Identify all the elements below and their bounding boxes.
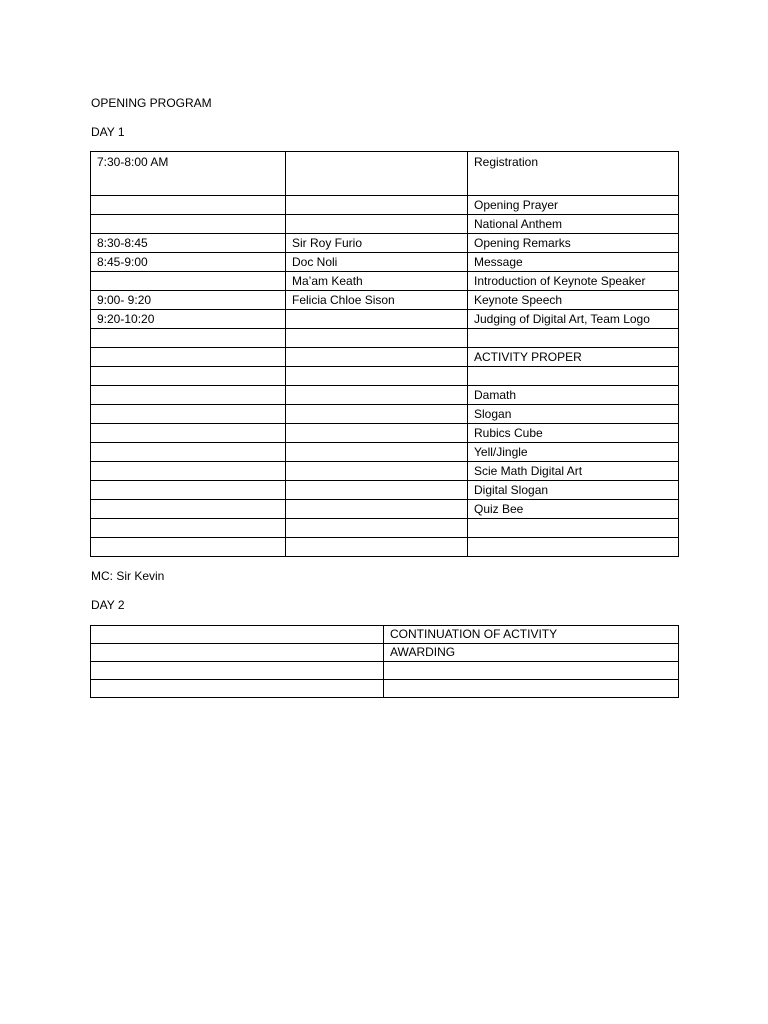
time-cell bbox=[91, 405, 286, 424]
activity-cell: ACTIVITY PROPER bbox=[468, 348, 679, 367]
table-row bbox=[91, 443, 679, 462]
table-row bbox=[91, 196, 679, 215]
speaker-cell bbox=[286, 386, 468, 405]
activity-cell: Slogan bbox=[468, 405, 679, 424]
speaker-cell bbox=[286, 538, 468, 557]
time-cell bbox=[91, 367, 286, 386]
activity-cell bbox=[468, 367, 679, 386]
table-row bbox=[91, 680, 679, 698]
activity-cell: Message bbox=[468, 253, 679, 272]
mc-line: MC: Sir Kevin bbox=[91, 569, 165, 583]
table-row bbox=[91, 519, 679, 538]
time-cell bbox=[91, 500, 286, 519]
day2-schedule-table bbox=[90, 625, 679, 698]
time-cell bbox=[91, 272, 286, 291]
speaker-cell bbox=[286, 500, 468, 519]
time-cell bbox=[91, 662, 384, 680]
activity-cell: Registration bbox=[468, 152, 679, 196]
activity-cell: CONTINUATION OF ACTIVITY bbox=[384, 626, 679, 644]
speaker-cell bbox=[286, 329, 468, 348]
activity-cell bbox=[384, 680, 679, 698]
activity-cell: National Anthem bbox=[468, 215, 679, 234]
speaker-cell bbox=[286, 405, 468, 424]
speaker-cell: Felicia Chloe Sison bbox=[286, 291, 468, 310]
time-cell bbox=[91, 348, 286, 367]
time-cell bbox=[91, 443, 286, 462]
table-row bbox=[91, 538, 679, 557]
activity-cell: Opening Prayer bbox=[468, 196, 679, 215]
activity-cell: Judging of Digital Art, Team Logo bbox=[468, 310, 679, 329]
activity-cell bbox=[468, 519, 679, 538]
activity-cell: AWARDING bbox=[384, 644, 679, 662]
table-row bbox=[91, 405, 679, 424]
speaker-cell: Doc Noli bbox=[286, 253, 468, 272]
day1-heading: DAY 1 bbox=[91, 125, 125, 139]
time-cell bbox=[91, 538, 286, 557]
time-cell bbox=[91, 424, 286, 443]
table-row bbox=[91, 462, 679, 481]
speaker-cell bbox=[286, 424, 468, 443]
time-cell bbox=[91, 462, 286, 481]
time-cell bbox=[91, 481, 286, 500]
activity-cell: Yell/Jingle bbox=[468, 443, 679, 462]
speaker-cell: Ma’am Keath bbox=[286, 272, 468, 291]
day1-table-body bbox=[91, 152, 679, 557]
activity-cell: Rubics Cube bbox=[468, 424, 679, 443]
time-cell bbox=[91, 519, 286, 538]
time-cell: 8:30-8:45 bbox=[91, 234, 286, 253]
day1-schedule-table bbox=[90, 151, 679, 557]
activity-cell: Digital Slogan bbox=[468, 481, 679, 500]
day2-table-body bbox=[91, 626, 679, 698]
table-row bbox=[91, 367, 679, 386]
table-row bbox=[91, 386, 679, 405]
speaker-cell bbox=[286, 519, 468, 538]
program-title: OPENING PROGRAM bbox=[91, 96, 212, 110]
time-cell bbox=[91, 386, 286, 405]
activity-cell: Introduction of Keynote Speaker bbox=[468, 272, 679, 291]
speaker-cell bbox=[286, 443, 468, 462]
activity-cell bbox=[384, 662, 679, 680]
table-row bbox=[91, 626, 679, 644]
activity-cell: Keynote Speech bbox=[468, 291, 679, 310]
activity-cell: Scie Math Digital Art bbox=[468, 462, 679, 481]
speaker-cell: Sir Roy Furio bbox=[286, 234, 468, 253]
table-row bbox=[91, 500, 679, 519]
speaker-cell bbox=[286, 367, 468, 386]
table-row bbox=[91, 272, 679, 291]
table-row bbox=[91, 310, 679, 329]
time-cell bbox=[91, 680, 384, 698]
activity-cell bbox=[468, 329, 679, 348]
time-cell: 9:20-10:20 bbox=[91, 310, 286, 329]
time-cell bbox=[91, 196, 286, 215]
speaker-cell bbox=[286, 152, 468, 196]
activity-cell: Damath bbox=[468, 386, 679, 405]
day2-heading: DAY 2 bbox=[91, 598, 125, 612]
table-row bbox=[91, 662, 679, 680]
table-row bbox=[91, 329, 679, 348]
speaker-cell bbox=[286, 310, 468, 329]
speaker-cell bbox=[286, 196, 468, 215]
time-cell bbox=[91, 329, 286, 348]
speaker-cell bbox=[286, 348, 468, 367]
activity-cell: Opening Remarks bbox=[468, 234, 679, 253]
table-row bbox=[91, 152, 679, 196]
time-cell bbox=[91, 644, 384, 662]
table-row bbox=[91, 481, 679, 500]
speaker-cell bbox=[286, 481, 468, 500]
speaker-cell bbox=[286, 462, 468, 481]
table-row bbox=[91, 253, 679, 272]
table-row bbox=[91, 215, 679, 234]
activity-cell: Quiz Bee bbox=[468, 500, 679, 519]
activity-cell bbox=[468, 538, 679, 557]
time-cell bbox=[91, 626, 384, 644]
time-cell: 9:00- 9:20 bbox=[91, 291, 286, 310]
table-row bbox=[91, 644, 679, 662]
time-cell: 8:45-9:00 bbox=[91, 253, 286, 272]
table-row bbox=[91, 424, 679, 443]
time-cell: 7:30-8:00 AM bbox=[91, 152, 286, 196]
table-row bbox=[91, 234, 679, 253]
time-cell bbox=[91, 215, 286, 234]
speaker-cell bbox=[286, 215, 468, 234]
table-row bbox=[91, 291, 679, 310]
table-row bbox=[91, 348, 679, 367]
